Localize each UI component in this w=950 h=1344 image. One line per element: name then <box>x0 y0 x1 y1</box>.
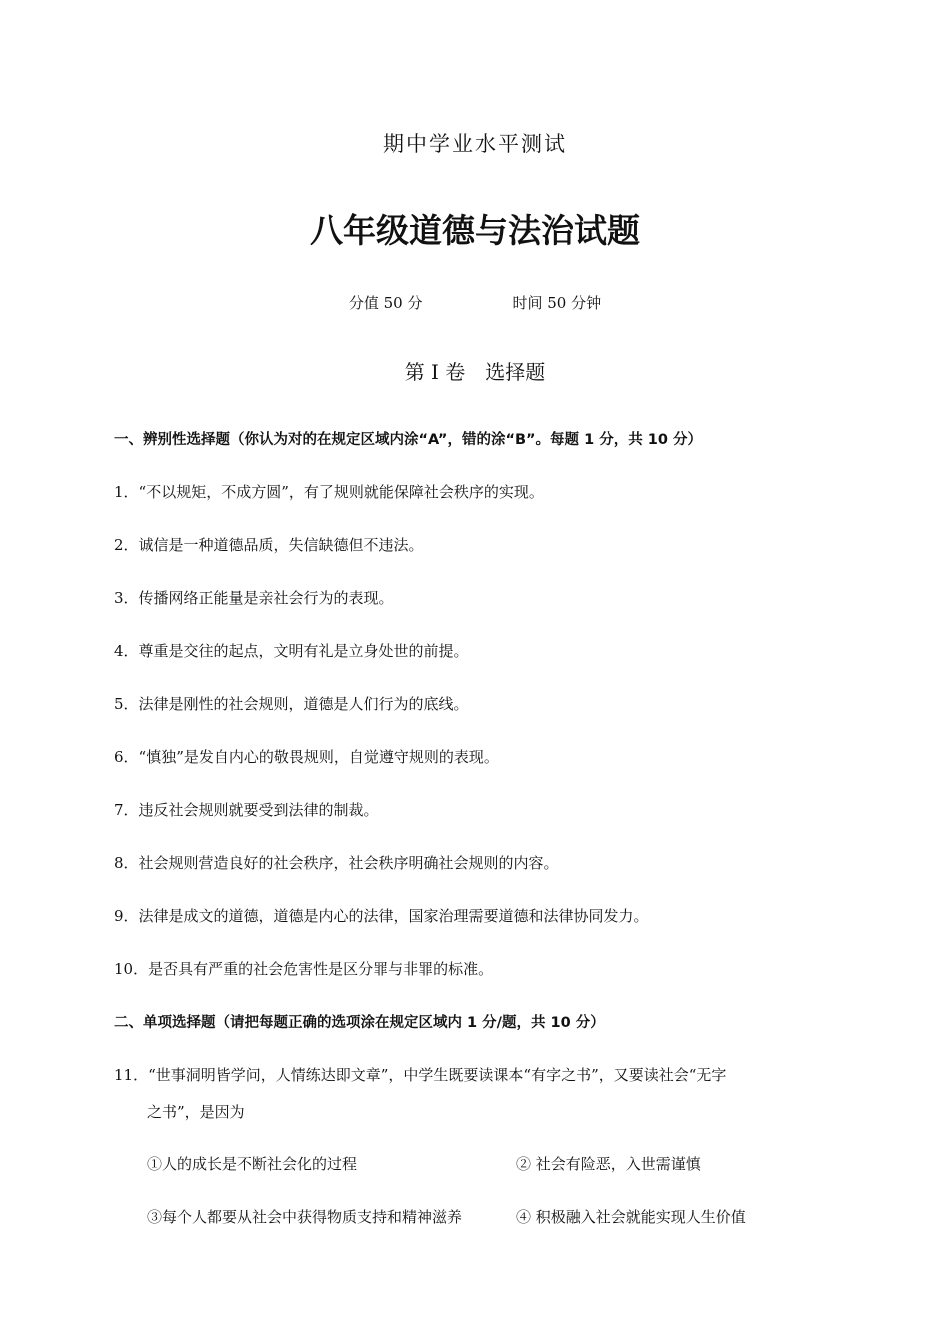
exam-title: 八年级道德与法治试题 <box>310 211 640 250</box>
question-item: 6．“慎独”是发自内心的敬畏规则，自觉遵守规则的表现。 <box>114 748 499 766</box>
question-11-stem-continued: 之书”，是因为 <box>147 1103 245 1121</box>
time-label: 时间 50 分钟 <box>512 294 602 312</box>
exam-meta <box>0 292 950 313</box>
option-3: ③每个人都要从社会中获得物质支持和精神滋养 <box>147 1208 463 1226</box>
section1-heading: 一、辨别性选择题（你认为对的在规定区域内涂“A”，错的涂“B”。每题 1 分，共 10 分） <box>114 432 703 448</box>
question-item: 5．法律是刚性的社会规则，道德是人们行为的底线。 <box>114 695 469 713</box>
part-title: 第 I 卷 选择题 <box>404 360 546 384</box>
question-item: 10．是否具有严重的社会危害性是区分罪与非罪的标准。 <box>114 960 494 978</box>
option-4: ④ 积极融入社会就能实现人生价值 <box>516 1208 746 1226</box>
option-1: ①人的成长是不断社会化的过程 <box>147 1155 358 1173</box>
question-item: 1．“不以规矩，不成方圆”，有了规则就能保障社会秩序的实现。 <box>114 483 544 501</box>
section2-heading: 二、单项选择题（请把每题正确的选项涂在规定区域内 1 分/题，共 10 分） <box>114 1015 605 1031</box>
question-item: 8．社会规则营造良好的社会秩序，社会秩序明确社会规则的内容。 <box>114 854 559 872</box>
question-item: 7．违反社会规则就要受到法律的制裁。 <box>114 801 379 819</box>
question-item: 9．法律是成文的道德，道德是内心的法律，国家治理需要道德和法律协同发力。 <box>114 907 649 925</box>
question-item: 3．传播网络正能量是亲社会行为的表现。 <box>114 589 394 607</box>
exam-subtitle: 期中学业水平测试 <box>383 132 567 156</box>
question-item: 4．尊重是交往的起点，文明有礼是立身处世的前提。 <box>114 642 469 660</box>
question-11-stem: 11．“世事洞明皆学问，人情练达即文章”，中学生既要读课本“有字之书”，又要读社会“无字 <box>114 1066 727 1084</box>
option-2: ② 社会有险恶，入世需谨慎 <box>516 1155 701 1173</box>
question-item: 2．诚信是一种道德品质，失信缺德但不违法。 <box>114 536 424 554</box>
score-label: 分值 50 分 <box>348 294 423 312</box>
